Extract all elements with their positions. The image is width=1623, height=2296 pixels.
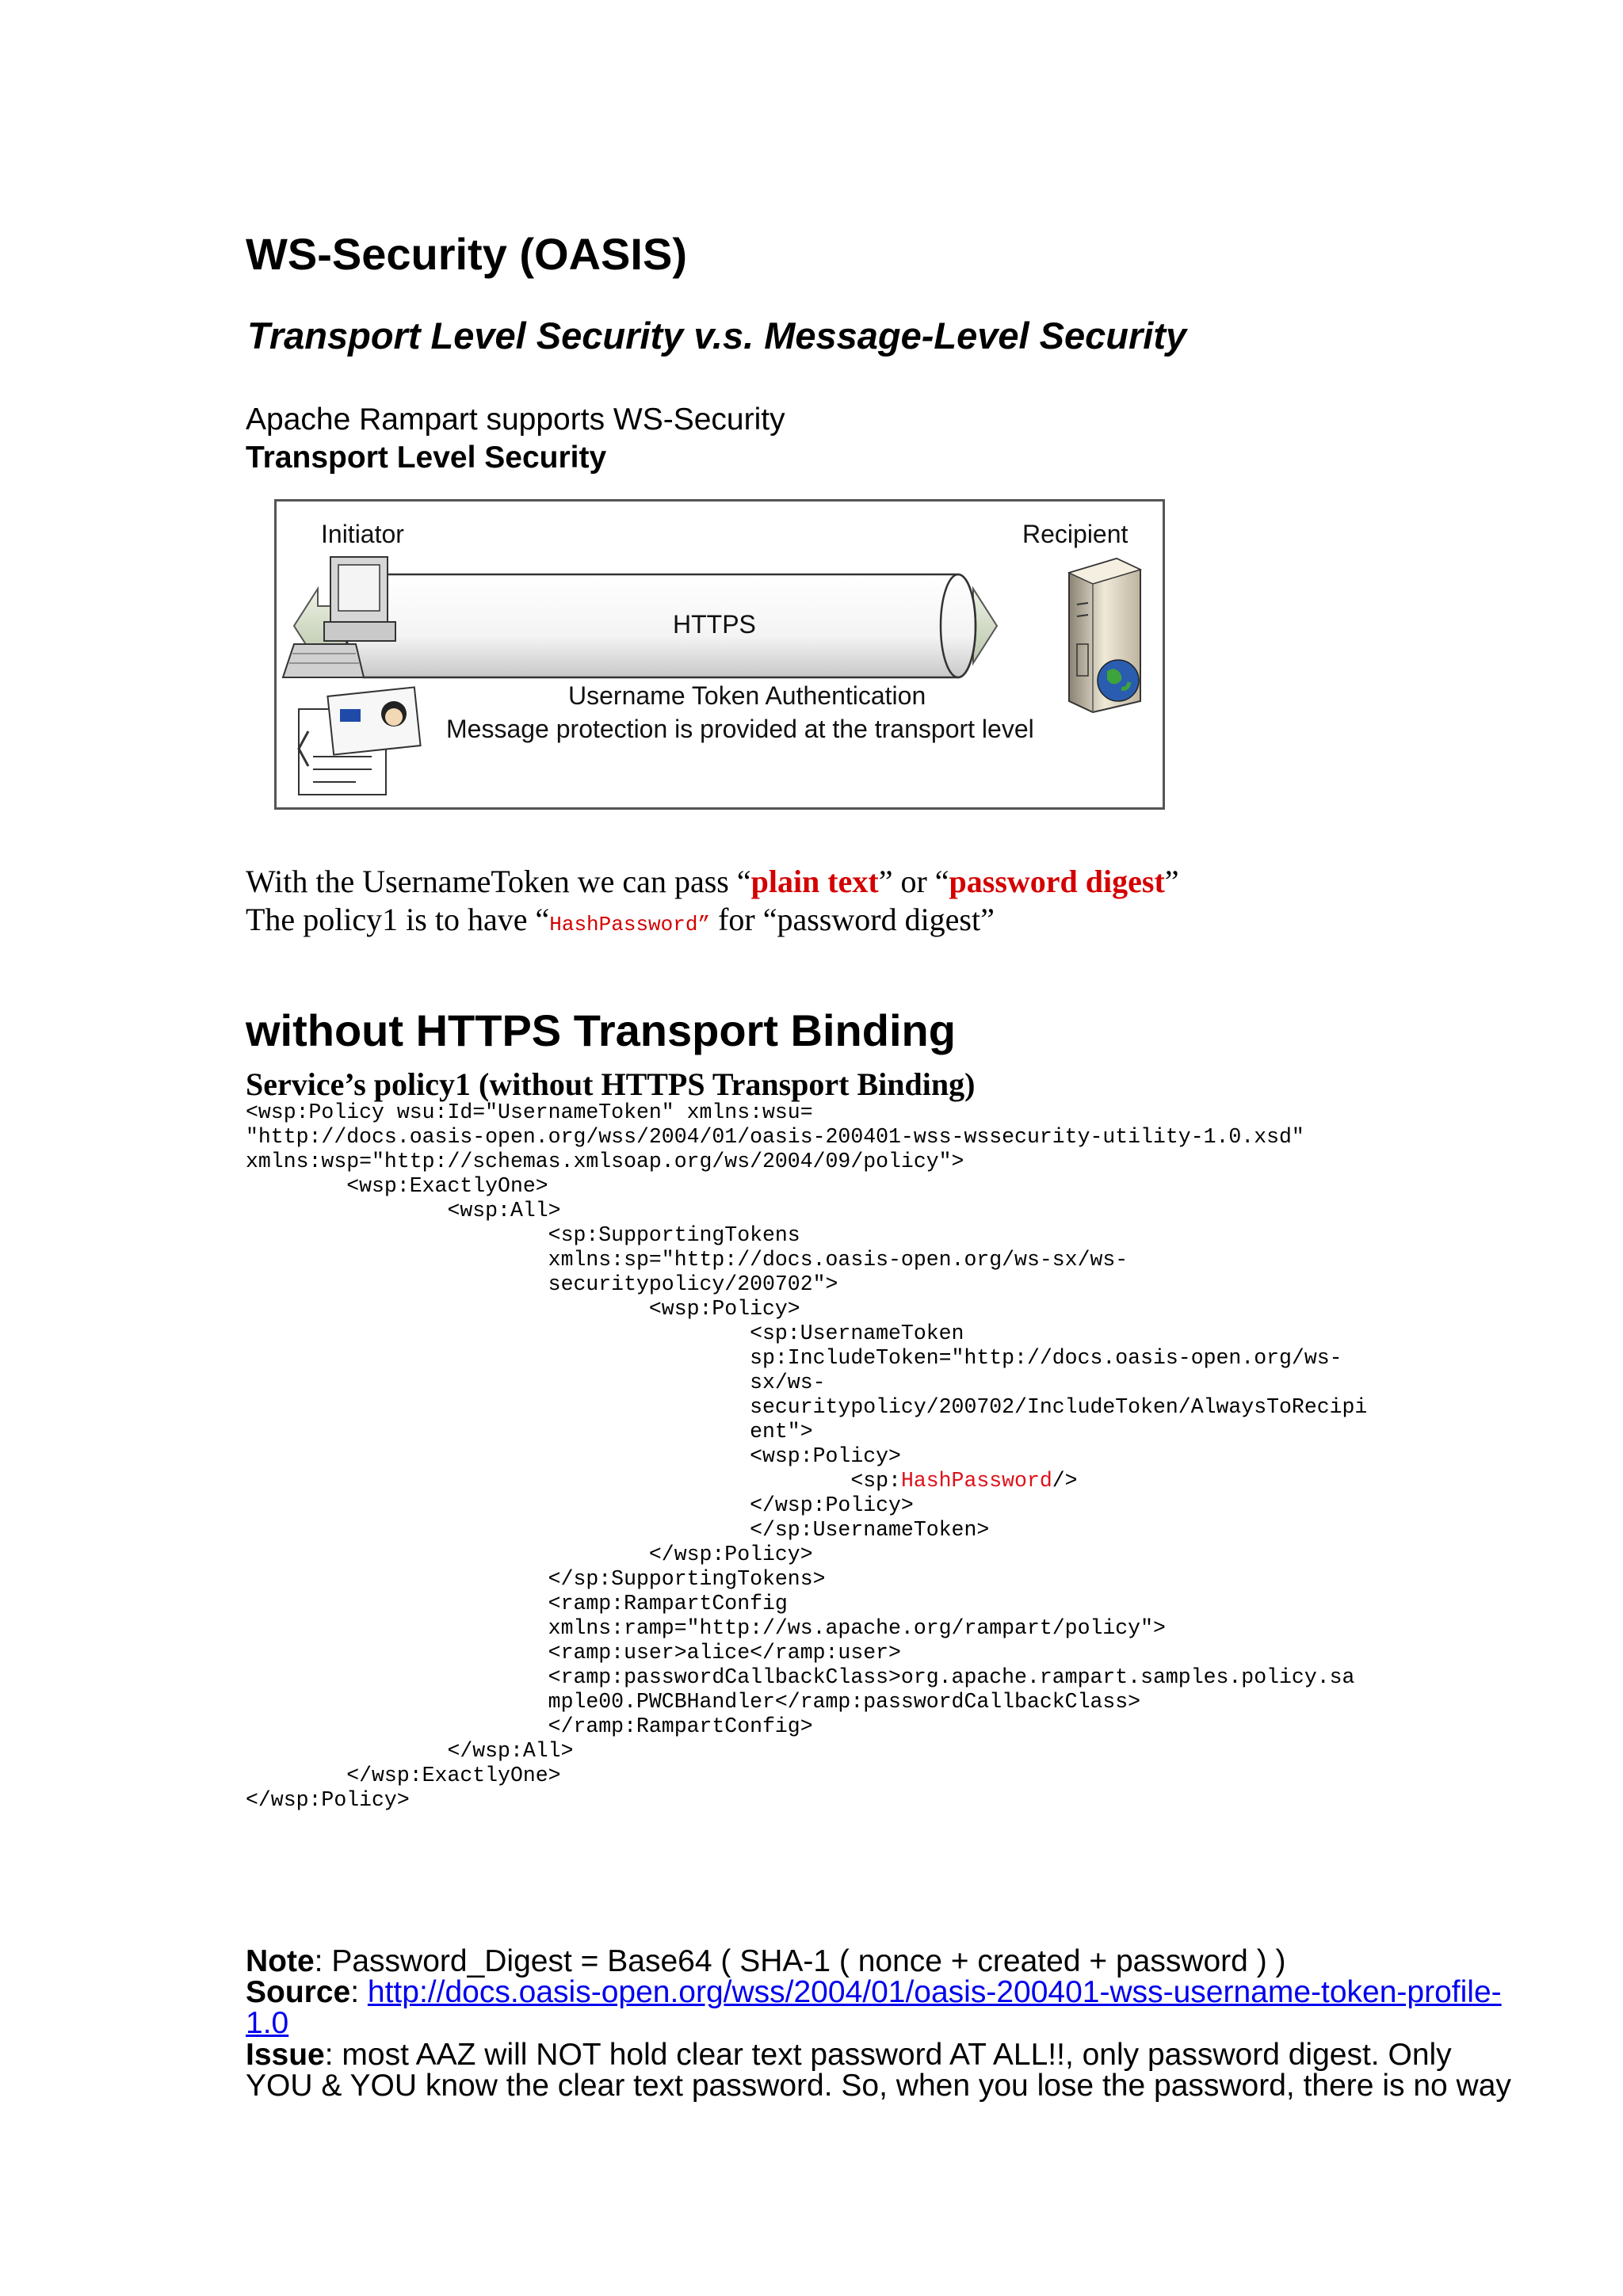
code-line-text: ent"> [246,1420,813,1444]
page-title: WS-Security (OASIS) [246,229,687,279]
source-separator: : [350,1975,368,2009]
issue-line [246,2038,1452,2073]
policy-code-block [246,1100,1367,1813]
transport-security-diagram [274,499,1165,810]
code-line-text: <sp: [246,1469,901,1493]
diagram-line-2: Message protection is provided at the transport level [446,715,1034,743]
credential-card-icon [299,687,421,795]
paragraph-text: for “password digest” [710,902,995,937]
server-icon [1069,559,1140,712]
code-line-text: /> [1052,1469,1078,1493]
code-line-text: securitypolicy/200702/IncludeToken/AlwaysToRecipi [246,1395,1368,1419]
intro-text: Apache Rampart supports WS-Security [246,402,785,437]
code-line-text: securitypolicy/200702"> [246,1272,838,1296]
code-line [246,1346,1367,1371]
code-line [246,1518,1367,1543]
password-digest-highlight: password digest [949,864,1165,899]
code-line-text: xmlns:wsp="http://schemas.xmlsoap.org/ws/2004/09/policy"> [246,1150,964,1173]
code-line-text: <ramp:RampartConfig [246,1592,788,1615]
section-subtitle: Service’s policy1 (without HTTPS Transport Binding) [246,1066,976,1102]
code-line-text: xmlns:ramp="http://ws.apache.org/rampart/policy"> [246,1616,1166,1640]
diagram-line-1: Username Token Authentication [568,681,926,710]
code-line [246,1272,1367,1297]
paragraph-text: ” [1164,864,1179,899]
code-line-text: </wsp:Policy> [246,1543,813,1566]
code-line-text: <sp:UsernameToken [246,1322,964,1345]
code-line [246,1714,1367,1739]
note-label: Note [246,1944,315,1978]
section-title: without HTTPS Transport Binding [246,1005,956,1055]
code-line [246,1174,1367,1199]
recipient-label: Recipient [1022,520,1128,548]
code-line [246,1199,1367,1223]
paragraph-policy1 [246,901,995,938]
code-line [246,1420,1367,1444]
code-line-text: <wsp:All> [246,1199,561,1222]
code-line [246,1395,1367,1420]
code-line [246,1616,1367,1641]
plain-text-highlight: plain text [750,864,879,899]
issue-text: : most AAZ will NOT hold clear text password AT ALL!!, only password digest. Only [324,2038,1452,2072]
paragraph-text: With the UsernameToken we can pass “ [246,864,751,899]
paragraph-usernametoken [246,863,1179,900]
code-line-text: mple00.PWCBHandler</ramp:passwordCallbackClass> [246,1690,1141,1714]
source-label: Source [246,1975,351,2009]
code-line [246,1223,1367,1248]
code-line-text: sx/ws- [246,1371,826,1394]
code-line-text: xmlns:sp="http://docs.oasis-open.org/ws-sx/ws- [246,1248,1128,1272]
initiator-label: Initiator [321,520,404,548]
code-line [246,1690,1367,1714]
code-line [246,1469,1367,1493]
code-line [246,1567,1367,1592]
code-line-text: <wsp:Policy> [246,1297,800,1321]
code-line-text: </wsp:ExactlyOne> [246,1764,561,1787]
code-line [246,1788,1367,1813]
page-subtitle: Transport Level Security v.s. Message-Level Security [247,315,1187,357]
code-line [246,1641,1367,1665]
code-line [246,1764,1367,1788]
code-line-text: <wsp:Policy> [246,1444,901,1468]
code-line [246,1665,1367,1690]
code-line-text: <ramp:passwordCallbackClass>org.apache.rampart.samples.policy.sa [246,1665,1355,1689]
https-label: HTTPS [673,610,756,639]
code-line-text: </sp:SupportingTokens> [246,1567,826,1591]
code-line-text: </wsp:Policy> [246,1493,914,1517]
note-text: : Password_Digest = Base64 ( SHA-1 ( nonce + created + password ) ) [314,1944,1286,1978]
source-link-continuation[interactable]: 1.0 [246,2006,289,2040]
code-line-text: sp:IncludeToken="http://docs.oasis-open.org/ws- [246,1346,1342,1370]
code-line [246,1297,1367,1322]
code-line [246,1739,1367,1764]
https-tube-icon [346,574,976,677]
code-line [246,1592,1367,1616]
code-line-text: <ramp:user>alice</ramp:user> [246,1641,901,1665]
code-line [246,1125,1367,1150]
source-line [246,1975,1502,2010]
note-line [246,1944,1286,1979]
issue-line-2: YOU & YOU know the clear text password. So, when you lose the password, there is no way [246,2069,1511,2103]
code-line [246,1248,1367,1272]
code-line-text: <wsp:Policy wsu:Id="UsernameToken" xmlns:wsu= [246,1100,813,1124]
intro-bold-text: Transport Level Security [246,441,607,475]
code-line-text: </wsp:All> [246,1739,574,1763]
code-line [246,1543,1367,1567]
code-line [246,1100,1367,1125]
hashpassword-code-highlight: HashPassword [900,1469,1052,1493]
paragraph-text: ” or “ [878,864,949,899]
hashpassword-inline-code: HashPassword” [549,913,711,936]
source-line-continuation [246,2006,288,2041]
code-line [246,1322,1367,1346]
code-line-text: <wsp:ExactlyOne> [246,1174,548,1198]
code-line [246,1493,1367,1518]
code-line-text: </ramp:RampartConfig> [246,1714,813,1738]
code-line-text: </sp:UsernameToken> [246,1518,990,1542]
code-line [246,1150,1367,1174]
code-line-text: "http://docs.oasis-open.org/wss/2004/01/oasis-200401-wss-wssecurity-utility-1.0.xsd" [246,1125,1304,1149]
code-line-text: <sp:SupportingTokens [246,1223,800,1247]
source-link[interactable]: http://docs.oasis-open.org/wss/2004/01/oasis-200401-wss-username-token-profile- [367,1975,1502,2009]
code-line [246,1371,1367,1395]
issue-label: Issue [246,2038,325,2072]
code-line-text: </wsp:Policy> [246,1788,410,1812]
paragraph-text: The policy1 is to have “ [246,902,550,937]
code-line [246,1444,1367,1469]
